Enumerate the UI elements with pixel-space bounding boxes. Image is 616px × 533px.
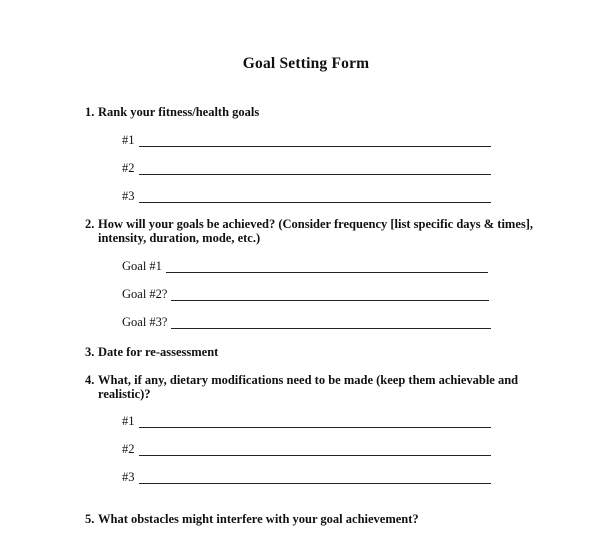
question-number: 1. <box>85 105 95 119</box>
q4-field-3 <box>122 470 491 484</box>
field-label: #3 <box>122 189 135 203</box>
answer-line[interactable] <box>139 135 491 147</box>
field-label: #2 <box>122 161 135 175</box>
answer-line[interactable] <box>139 191 491 203</box>
question-text: How will your goals be achieved? (Consider frequency [list specific days & times], <box>98 217 534 231</box>
answer-line[interactable] <box>166 261 488 273</box>
question-2 <box>85 217 533 245</box>
question-text-continued: intensity, duration, mode, etc.) <box>98 231 261 245</box>
question-number: 2. <box>85 217 95 231</box>
field-label: #1 <box>122 414 135 428</box>
question-text: What, if any, dietary modifications need to be made (keep them achievable and <box>98 373 519 387</box>
q2-field-3 <box>122 315 491 329</box>
field-label: #2 <box>122 442 135 456</box>
q1-field-2 <box>122 161 491 175</box>
question-3 <box>85 345 218 359</box>
q1-field-3 <box>122 189 491 203</box>
field-label: Goal #2? <box>122 287 168 301</box>
question-1 <box>85 105 259 119</box>
field-label: #1 <box>122 133 135 147</box>
answer-line[interactable] <box>171 317 491 329</box>
answer-line[interactable] <box>139 163 491 175</box>
answer-line[interactable] <box>139 472 491 484</box>
question-5 <box>85 512 419 526</box>
q2-field-2 <box>122 287 489 301</box>
field-label: Goal #3? <box>122 315 168 329</box>
question-number: 5. <box>85 512 95 526</box>
answer-line[interactable] <box>139 444 491 456</box>
question-number: 4. <box>85 373 95 387</box>
form-title: Goal Setting Form <box>242 55 370 72</box>
q2-field-1 <box>122 259 488 273</box>
question-text: Rank your fitness/health goals <box>98 105 260 119</box>
q1-field-1 <box>122 133 491 147</box>
question-text: Date for re-assessment <box>98 345 219 359</box>
question-number: 3. <box>85 345 95 359</box>
q4-field-1 <box>122 414 491 428</box>
q4-field-2 <box>122 442 491 456</box>
question-text-continued: realistic)? <box>98 387 151 401</box>
field-label: #3 <box>122 470 135 484</box>
answer-line[interactable] <box>171 289 489 301</box>
question-4 <box>85 373 518 401</box>
question-text: What obstacles might interfere with your goal achievement? <box>98 512 419 526</box>
answer-line[interactable] <box>139 416 491 428</box>
field-label: Goal #1 <box>122 259 162 273</box>
